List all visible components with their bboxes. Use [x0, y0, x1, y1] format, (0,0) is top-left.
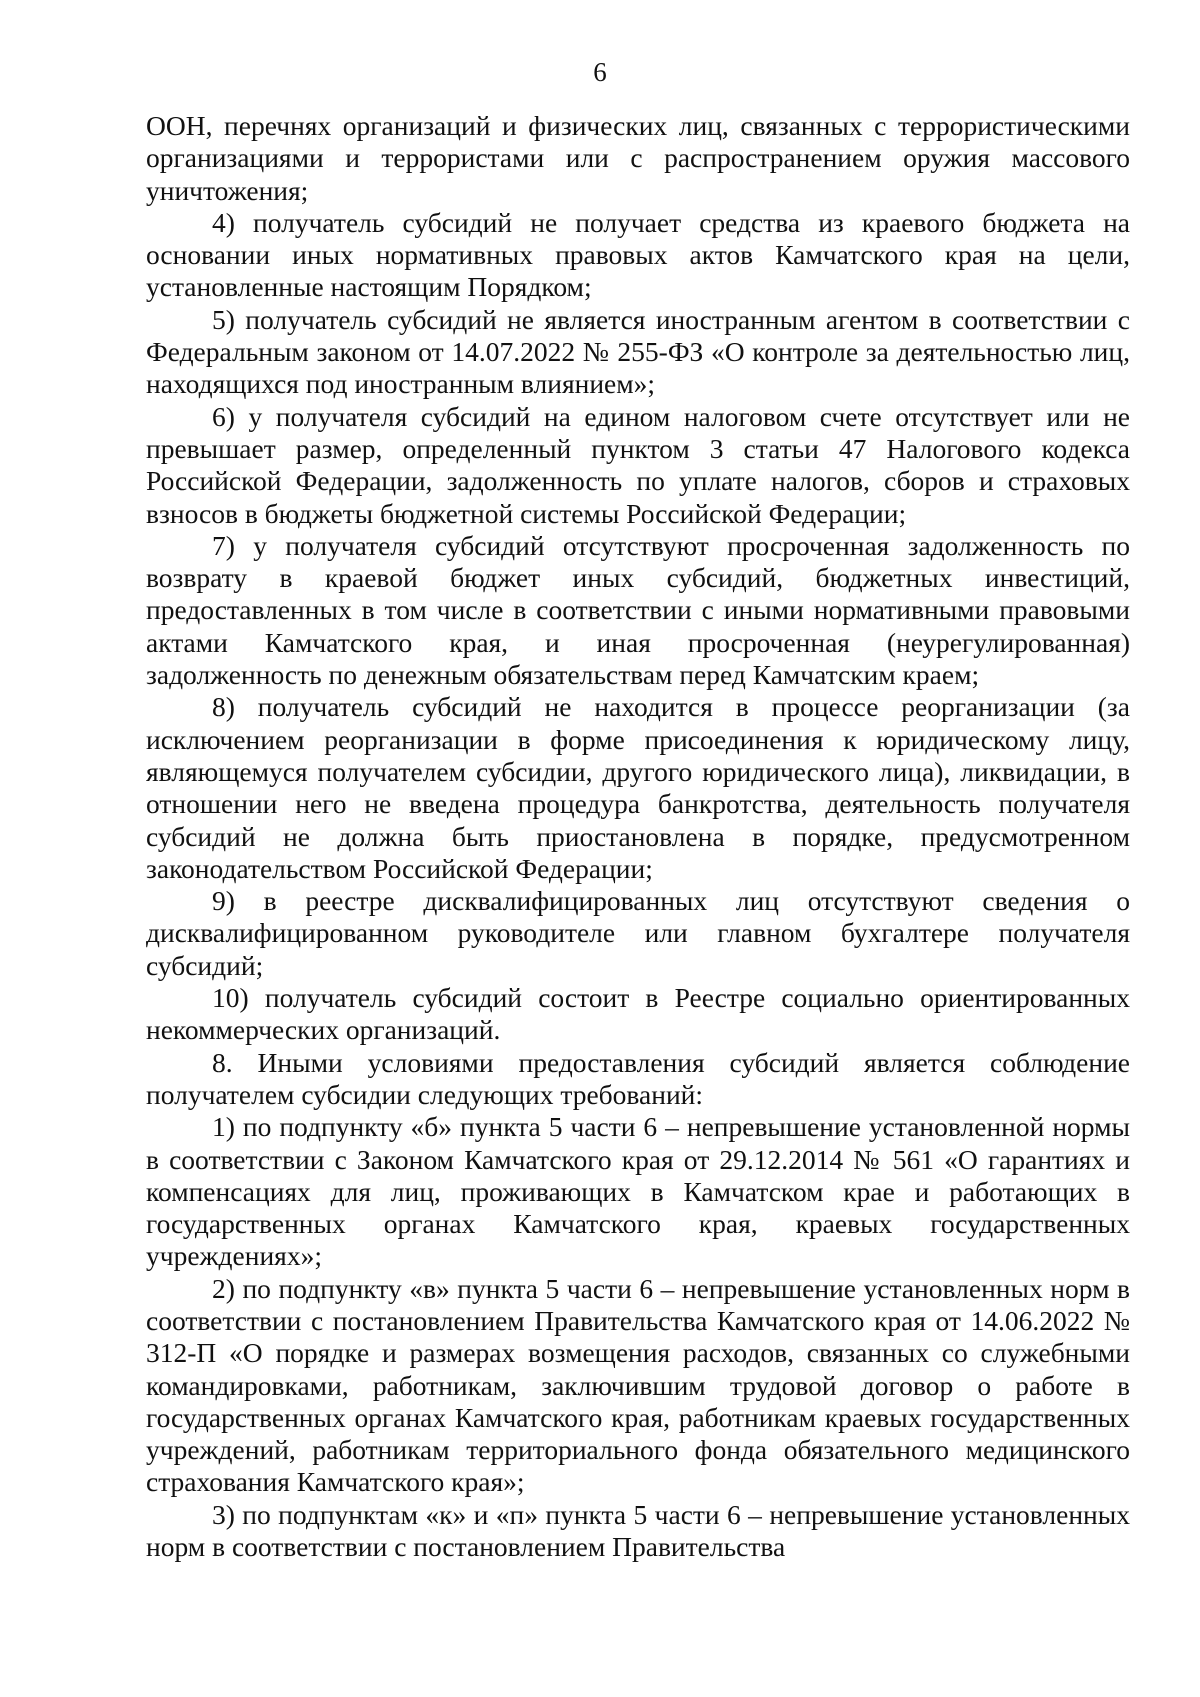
- paragraph-item-4: 4) получатель субсидий не получает средства из краевого бюджета на основании иных нормативных правовых актов Камчатского края на цели, установленные настоящим Порядком;: [146, 206, 1130, 303]
- paragraph-item-8: 8) получатель субсидий не находится в процессе реорганизации (за исключением реорганизации в форме присоединения к юридическому лицу, являющемуся получателем субсидии, другого юридического лица), ликвидации, в отношении него не введена процедура банкротства, деятельность получателя субсидий не должна быть приостановлена в порядке, предусмотренном законодательством Российской Федерации;: [146, 691, 1130, 884]
- paragraph-item-10: 10) получатель субсидий состоит в Реестре социально ориентированных некоммерческих организаций.: [146, 982, 1130, 1046]
- paragraph-requirement-1: 1) по подпункту «б» пункта 5 части 6 – непревышение установленной нормы в соответствии с Законом Камчатского края от 29.12.2014 № 561 «О гарантиях и компенсациях для лиц, проживающих в Камчатском крае и работающих в государственных органах Камчатского края, краевых государственных учреждениях»;: [146, 1111, 1130, 1272]
- page-number: 6: [593, 57, 607, 87]
- paragraph-item-7: 7) у получателя субсидий отсутствуют просроченная задолженность по возврату в краевой бюджет иных субсидий, бюджетных инвестиций, предоставленных в том числе в соответствии с иными нормативными правовыми актами Камчатского края, и иная просроченная (неурегулированная) задолженность по денежным обязательствам перед Камчатским краем;: [146, 529, 1130, 691]
- paragraph-section-8: 8. Иными условиями предоставления субсидий является соблюдение получателем субсидии следующих требований:: [146, 1046, 1130, 1110]
- document-body: [146, 110, 1130, 1563]
- paragraph-item-9: 9) в реестре дисквалифицированных лиц отсутствуют сведения о дисквалифицированном руководителе или главном бухгалтере получателя субсидий;: [146, 885, 1130, 981]
- paragraph-item-5: 5) получатель субсидий не является иностранным агентом в соответствии с Федеральным законом от 14.07.2022 № 255-ФЗ «О контроле за деятельностью лиц, находящихся под иностранным влиянием»;: [146, 303, 1130, 400]
- paragraph-requirement-3: 3) по подпунктам «к» и «п» пункта 5 части 6 – непревышение установленных норм в соответствии с постановлением Правительства: [146, 1498, 1130, 1563]
- paragraph-item-6: 6) у получателя субсидий на едином налоговом счете отсутствует или не превышает размер, определенный пунктом 3 статьи 47 Налогового кодекса Российской Федерации, задолженность по уплате налогов, сборов и страховых взносов в бюджеты бюджетной системы Российской Федерации;: [146, 400, 1130, 529]
- paragraph-requirement-2: 2) по подпункту «в» пункта 5 части 6 – непревышение установленных норм в соответствии с постановлением Правительства Камчатского края от 14.06.2022 № 312-П «О порядке и размерах возмещения расходов, связанных со служебными командировками, работникам, заключившим трудовой договор о работе в государственных органах Камчатского края, работникам краевых государственных учреждений, работникам территориального фонда обязательного медицинского страхования Камчатского края»;: [146, 1272, 1130, 1498]
- paragraph-continuation: ООН, перечнях организаций и физических лиц, связанных с террористическими организациями и террористами или с распространением оружия массового уничтожения;: [146, 110, 1130, 206]
